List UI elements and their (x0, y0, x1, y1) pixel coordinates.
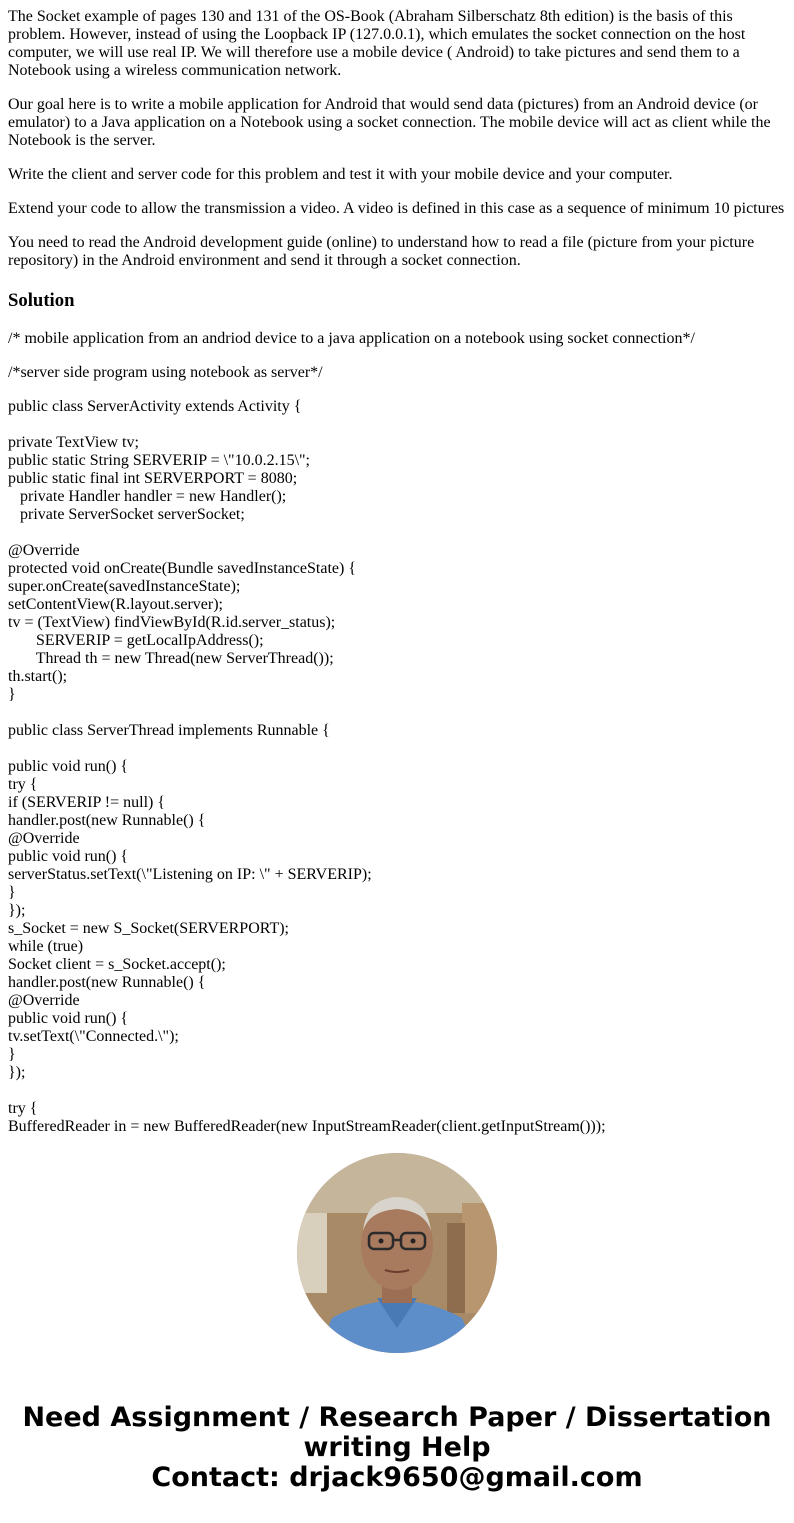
intro-paragraph-5: You need to read the Android development guide (online) to understand how to read a file (picture from your picture repository) in the Android environment and send it through a socket connection. (8, 234, 755, 269)
author-avatar (297, 1153, 497, 1353)
solution-heading: Solution (8, 290, 75, 311)
banner-contact-line: Contact: drjack9650@gmail.com (151, 1462, 643, 1493)
solution-comment-1: /* mobile application from an andriod device to a java application on a notebook using socket connection*/ (8, 330, 695, 347)
intro-paragraph-4: Extend your code to allow the transmission a video. A video is defined in this case as a sequence of minimum 10 pictures (8, 200, 785, 217)
author-portrait-icon (297, 1153, 497, 1353)
server-code-block: public class ServerActivity extends Activity { private TextView tv; public static String SERVERIP = \"10.0.2.15\"; public static final int SERVERPORT = 8080; private Handler handler = new Handler(); private ServerSocket serverSocket; @Override protected void onCreate(Bundle savedInstanceState) { super.onCreate(savedInstanceState); setContentView(R.layout.server); tv = (TextView) findViewById(R.id.server_status); SERVERIP = getLocalIpAddress(); Thread th = new Thread(new ServerThread()); th.start(); } public class ServerThread implements Runnable { public void run() { try { if (SERVERIP != null) { handler.post(new Runnable() { @Override public void run() { serverStatus.setText(\"Listening on IP: \" + SERVERIP); } }); s_Socket = new S_Socket(SERVERPORT); while (true) Socket client = s_Socket.accept(); handler.post(new Runnable() { @Override public void run() { tv.setText(\"Connected.\"); } }); try { BufferedReader in = new BufferedReader(new InputStreamReader(client.getInputStream())); (8, 398, 606, 1135)
banner-line-1: Need Assignment / Research Paper / Dissertation (22, 1402, 772, 1433)
intro-paragraph-2: Our goal here is to write a mobile application for Android that would send data (pictures) from an Android device (or emulator) to a Java application on a Notebook using a socket connection. The mobile device will act as client while the Notebook is the server. (8, 96, 771, 149)
intro-paragraph-1: The Socket example of pages 130 and 131 of the OS-Book (Abraham Silberschatz 8th edition) is the basis of this problem. However, instead of using the Loopback IP (127.0.0.1), which emulates the socket connection on the host computer, we will use real IP. We will therefore use a mobile device ( Android) to take pictures and send them to a Notebook using a wireless communication network. (8, 8, 746, 79)
contact-banner (0, 1403, 794, 1493)
intro-paragraph-3: Write the client and server code for this problem and test it with your mobile device and your computer. (8, 166, 673, 183)
article-content (8, 0, 786, 1135)
banner-line-2: writing Help (303, 1432, 491, 1463)
solution-comment-2: /*server side program using notebook as server*/ (8, 364, 323, 381)
